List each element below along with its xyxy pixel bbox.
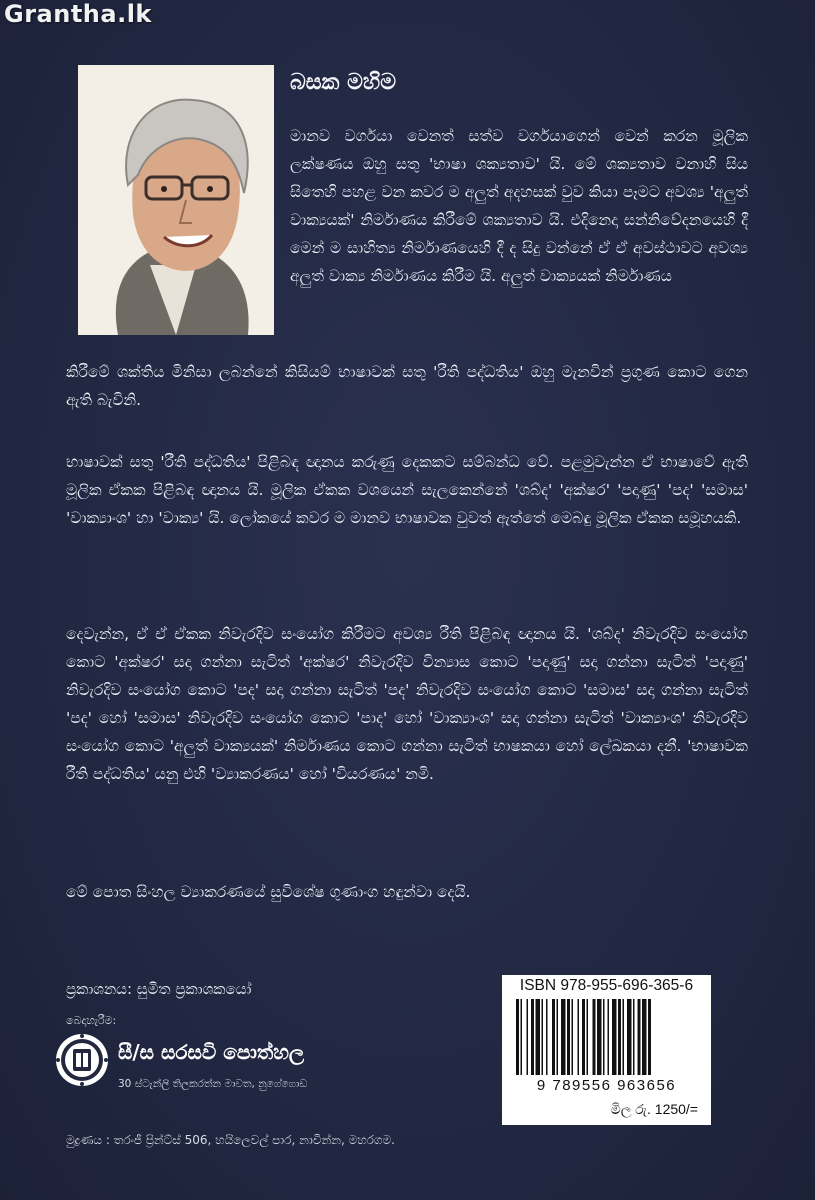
author-portrait (78, 65, 274, 335)
publisher-line: ප්‍රකාශනය: සුමිත ප්‍රකාශකයෝ (66, 980, 252, 998)
printer-line: මුද්‍රණය : තරංජී ප්‍රින්ට්ස් 506, හයිලෙවල් පාර, නාවින්න, මහරගම. (66, 1133, 395, 1147)
description-paragraph-2: භාෂාවක් සතු 'රීති පද්ධතිය' පිළිබඳ ඥානය කරුණු දෙකකට සම්බන්ධ වේ. පළමුවැන්න ඒ භාෂාවේ ඇති මූලික ඒකක පිළිබඳ ඥානය යි. මූලික ඒකක වශයෙන් සැලකෙන්නේ 'ශබ්ද' 'අක්ෂර' 'පදාණු' 'පද' 'සමාස' 'වාක්‍යාංශ' හා 'වාක්‍ය' යි. ලෝකයේ කවර ම මානව භාෂාවක වුවත් ඇත්තේ මෙබඳු මූලික ඒකක සමූහයකි. (66, 453, 748, 527)
site-watermark: Grantha.lk (4, 0, 152, 28)
isbn-number: ISBN 978-955-696-365-6 (519, 977, 694, 994)
description-paragraph-4: මේ පොත සිංහල ව්‍යාකරණයේ සුවිශේෂ ගුණාංග හඳුන්වා දෙයි. (66, 883, 471, 901)
bookshop-logo-icon (54, 1032, 110, 1088)
description-paragraph-1: මානව වර්ගයා වෙනත් සත්ව වර්ගයාගෙන් වෙන් කරන මූලික ලක්ෂණය ඔහු සතු 'භාෂා ශක්‍යතාව' යි. මේ ශක්‍යතාව වනාහි සිය සිතෙහි පහළ වන කවර ම අලුත් අදහසක් වුව කියා පෑමට අවශ්‍ය 'අලුත් වාක්‍යයක්' නිර්මාණය කිරීමේ ශක්‍යතාව යි. එදිනෙදා සන්නිවේදනයෙහි දී මෙන් ම සාහිත්‍ය නිර්මාණයෙහි දී ද සිදු වන්නේ ඒ ඒ අවස්ථාවට අවශ්‍ය අලුත් වාක්‍ය නිර්මාණය කිරීම යි. අලුත් වාක්‍යයක් නිර්මාණය (290, 127, 748, 285)
distributor-name: සී/ස සරසවි පොත්හල (118, 1040, 305, 1064)
distributor-label: බෙදාහැරීම: (66, 1014, 117, 1027)
isbn-barcode-panel (502, 975, 711, 1125)
distributor-address: 30 ස්ටැන්ලි තිලකරත්න මාවත, නුගේගොඩ (118, 1078, 308, 1090)
barcode-digits: 9 789556 963656 (536, 1077, 677, 1094)
barcode-icon (510, 999, 703, 1077)
price-label: මිල රු. 1250/= (610, 1101, 698, 1117)
description-paragraph-1-continued: කිරීමේ ශක්තිය මිනිසා ලබන්නේ කිසියම් භාෂාවක් සතු 'රීති පද්ධතිය' ඔහු මැනවින් ප්‍රගුණ කොට ගෙන ඇති බැවිනි. (66, 363, 748, 409)
description-paragraph-3: දෙවැන්න, ඒ ඒ ඒකක නිවැරදිව සංයෝග කිරීමට අවශ්‍ය රීති පිළිබඳ ඥානය යි. 'ශබ්ද' නිවැරදිව සංයෝග කොට 'අක්ෂර' සදා ගන්නා සැටිත් 'අක්ෂර' නිවැරදිව වින්‍යාස කොට 'පදාණු' සදා ගන්නා සැටිත් 'පදාණු' නිවැරදිව සංයෝග කොට 'පද' සදා ගන්නා සැටිත් 'පද' නිවැරදිව සංයෝග කොට 'සමාස' සදා ගන්නා සැටිත් 'පද' හෝ 'සමාස' නිවැරදිව සංයෝග කොට 'පාද' හෝ 'වාක්‍යාංශ' සදා ගන්නා සැටිත් 'වාක්‍යාංශ' නිවැරදිව සංයෝග කොට 'අලුත් වාක්‍යයක්' නිර්මාණය කොට ගන්නා සැටිත් භාෂකයා හෝ ලේඛකයා දනී. 'භාෂාවක රීති පද්ධතිය' යනු එහි 'ව්‍යාකරණය' හෝ 'වියරණය' නමි. (66, 625, 748, 783)
book-title: බසක මහිම (290, 70, 397, 95)
